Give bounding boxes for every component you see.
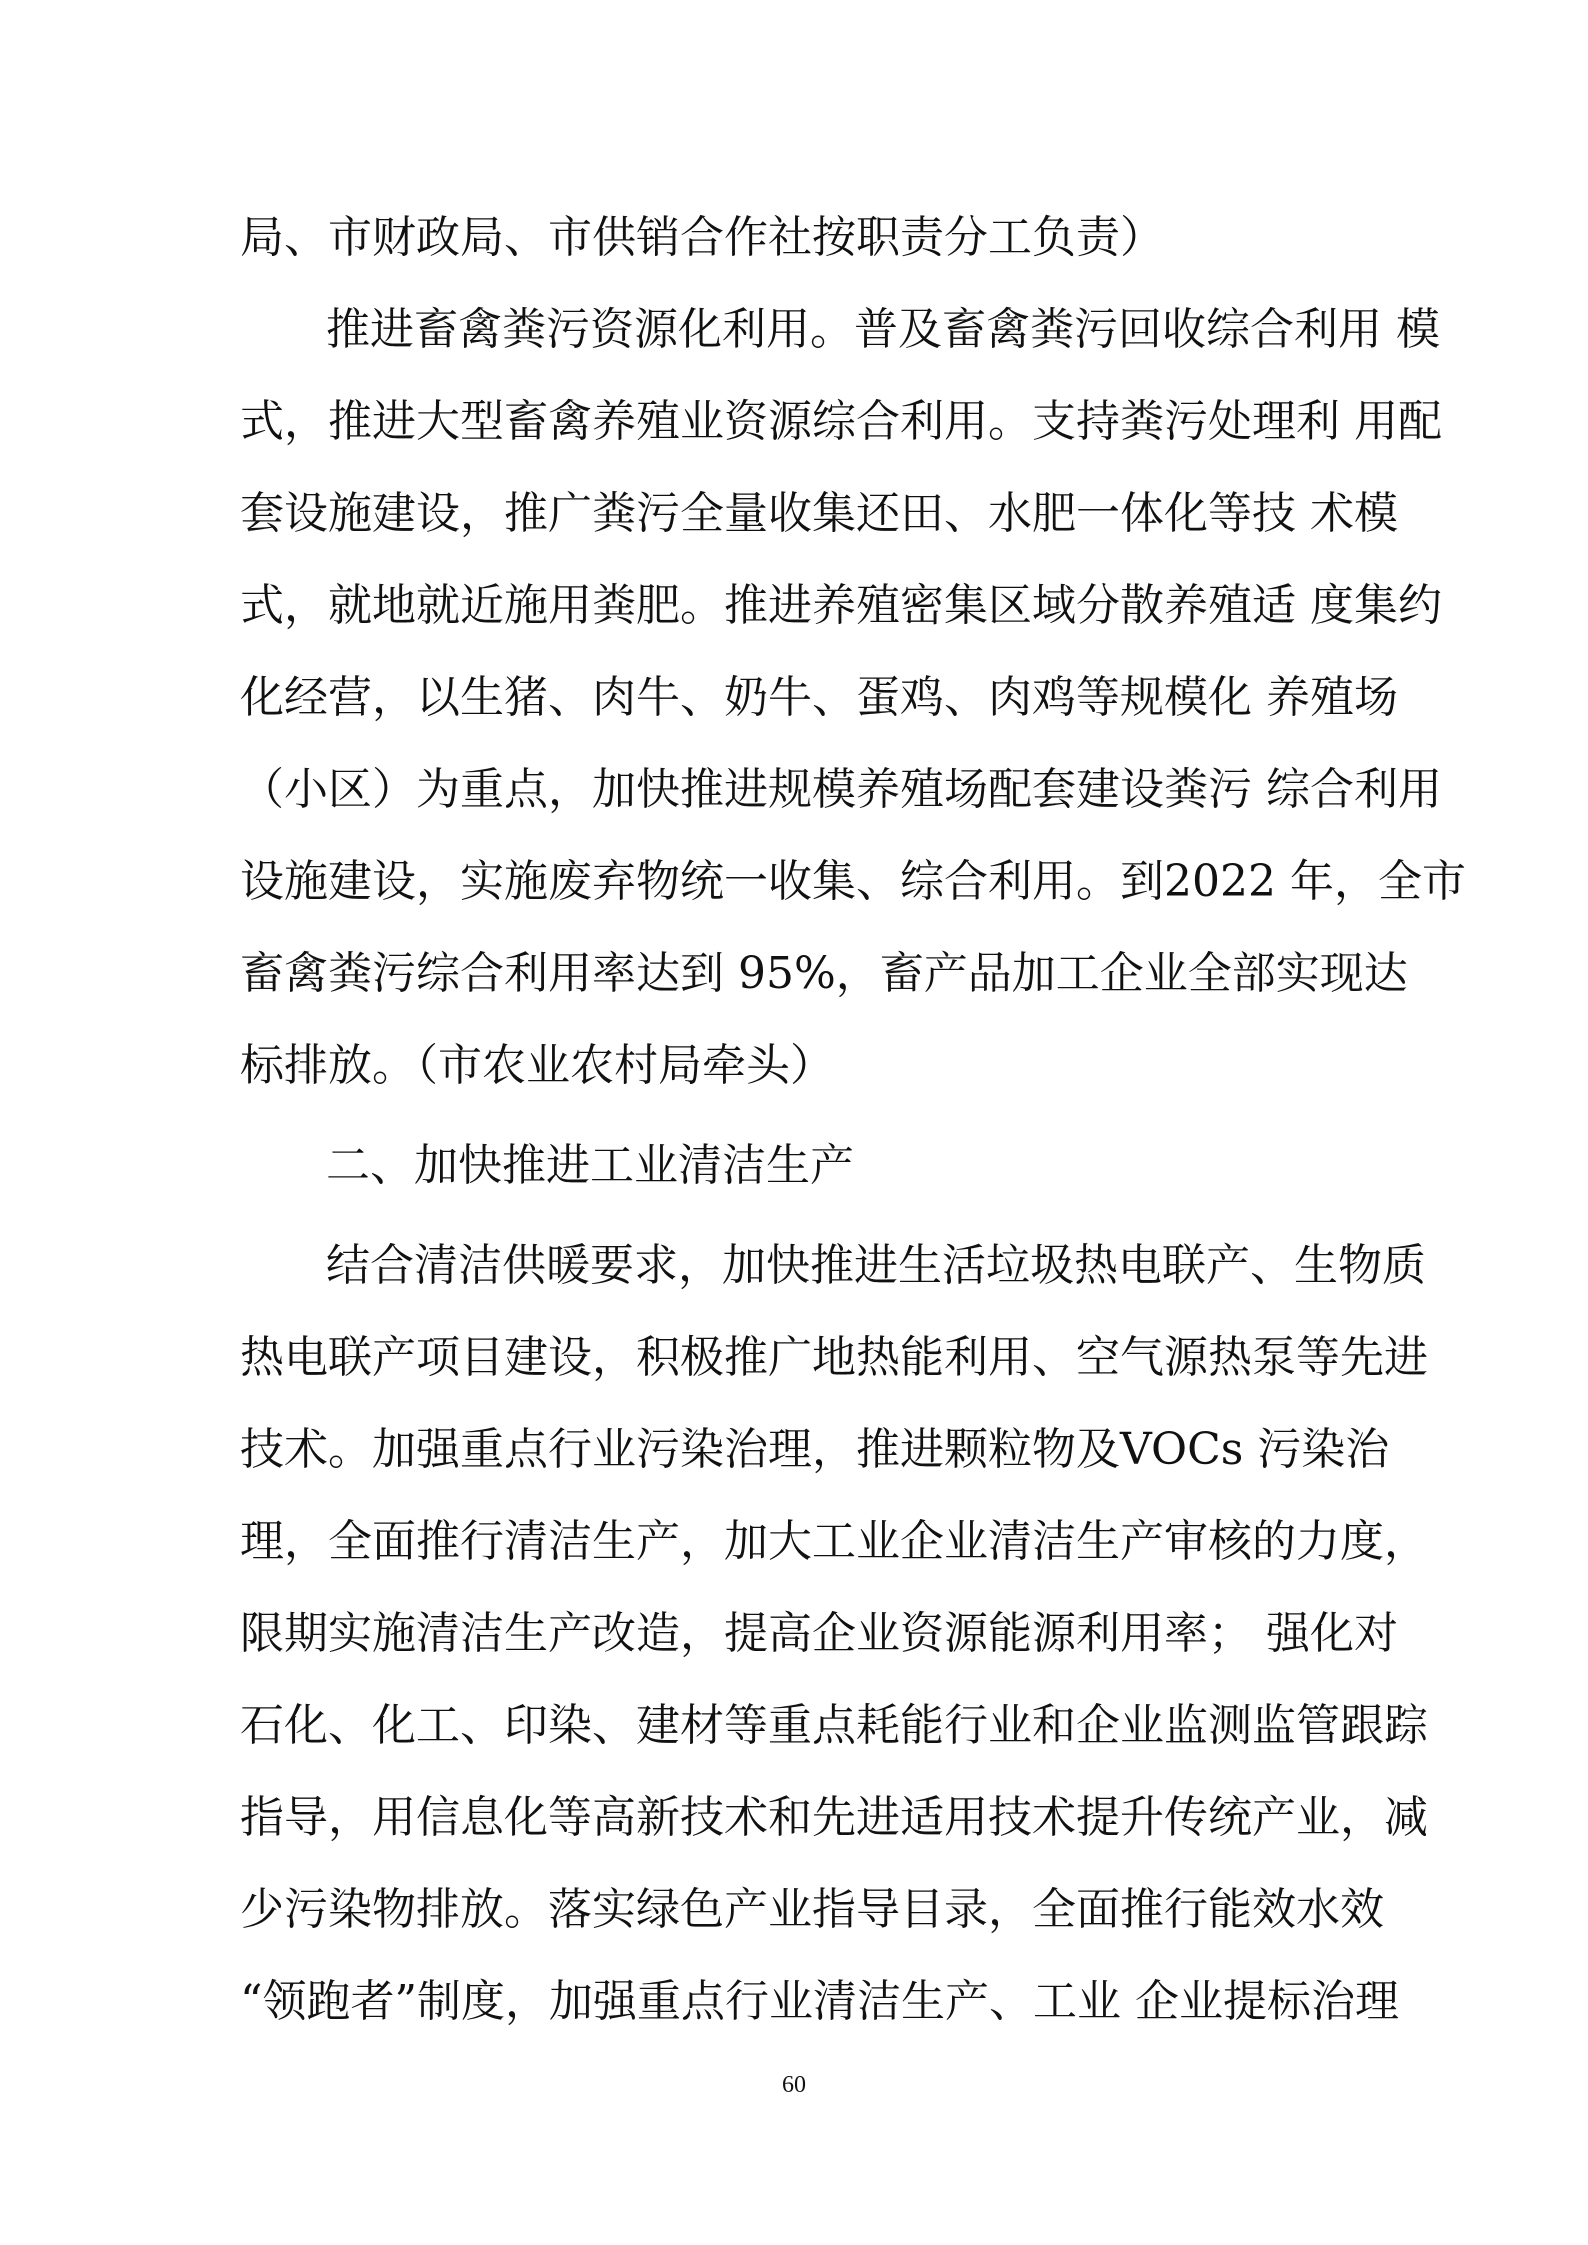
text-line: 局、市财政局、市供销合作社按职责分工负责） [240, 212, 1164, 263]
text-line: 式，推进大型畜禽养殖业资源综合利用。支持粪污处理利 用配 [240, 396, 1442, 447]
text-line: 少污染物排放。落实绿色产业指导目录，全面推行能效水效 [240, 1884, 1384, 1935]
text-line: 指导，用信息化等高新技术和先进适用技术提升传统产业，减 [240, 1792, 1428, 1843]
text-line: 化经营，以生猪、肉牛、奶牛、蛋鸡、肉鸡等规模化 养殖场 [240, 672, 1398, 723]
text-line: 设施建设，实施废弃物统一收集、综合利用。到2022 年，全市 [240, 856, 1466, 907]
text-line: 套设施建设，推广粪污全量收集还田、水肥一体化等技 术模 [240, 488, 1398, 539]
text-line: 技术。加强重点行业污染治理，推进颗粒物及VOCs 污染治 [240, 1424, 1390, 1475]
paragraph-first-line: 推进畜禽粪污资源化利用。普及畜禽粪污回收综合利用 模 [326, 304, 1440, 355]
text-line: 限期实施清洁生产改造，提高企业资源能源利用率； 强化对 [240, 1608, 1398, 1659]
text-line: 石化、化工、印染、建材等重点耗能行业和企业监测监管跟踪 [240, 1700, 1428, 1751]
text-line: “领跑者”制度，加强重点行业清洁生产、工业 企业提标治理 [240, 1976, 1399, 2027]
text-line: 标排放。（市农业农村局牵头） [240, 1040, 834, 1091]
text-line: （小区）为重点，加快推进规模养殖场配套建设粪污 综合利用 [240, 764, 1442, 815]
page-number: 60 [782, 2072, 806, 2098]
paragraph-first-line: 结合清洁供暖要求，加快推进生活垃圾热电联产、生物质 [326, 1240, 1426, 1291]
text-line: 式，就地就近施用粪肥。推进养殖密集区域分散养殖适 度集约 [240, 580, 1442, 631]
text-line: 热电联产项目建设，积极推广地热能利用、空气源热泵等先进 [240, 1332, 1428, 1383]
text-line: 理，全面推行清洁生产，加大工业企业清洁生产审核的力度， [240, 1516, 1428, 1567]
section-heading: 二、加快推进工业清洁生产 [326, 1140, 854, 1191]
text-line: 畜禽粪污综合利用率达到 95%，畜产品加工企业全部实现达 [240, 948, 1408, 999]
